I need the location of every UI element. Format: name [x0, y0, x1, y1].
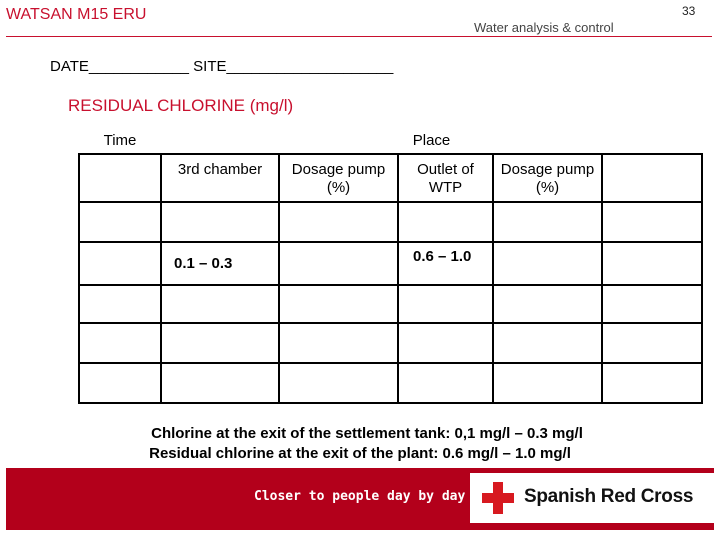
table-cell[interactable]: [161, 285, 279, 323]
red-cross-icon: [482, 482, 514, 514]
header-divider: [6, 36, 712, 37]
subheader-dosage-pump-2: Dosage pump (%): [493, 154, 602, 202]
table-cell[interactable]: [279, 285, 398, 323]
time-cell[interactable]: [79, 154, 161, 202]
subheader-empty: [602, 154, 702, 202]
subheader-outlet-wtp: Outlet of WTP: [398, 154, 493, 202]
range-3rd-chamber: 0.1 – 0.3: [174, 255, 233, 272]
table-cell[interactable]: [602, 202, 702, 242]
date-site-line: DATE____________ SITE____________________: [50, 58, 394, 75]
header-cell-time: [79, 130, 161, 154]
table-cell[interactable]: [493, 242, 602, 285]
place-header: Place: [412, 132, 451, 149]
table-cell[interactable]: [161, 323, 279, 363]
section-title: RESIDUAL CHLORINE (mg/l): [68, 96, 294, 115]
table-cell[interactable]: [79, 202, 161, 242]
table-cell[interactable]: [79, 363, 161, 403]
note-plant-exit: Residual chlorine at the exit of the plant: 0.6 mg/l – 1.0 mg/l: [149, 445, 571, 462]
table-cell[interactable]: [493, 202, 602, 242]
table-cell[interactable]: [161, 363, 279, 403]
table-cell[interactable]: [602, 363, 702, 403]
subheader-dosage-pump-1: Dosage pump (%): [279, 154, 398, 202]
table-cell[interactable]: [398, 363, 493, 403]
table-cell[interactable]: [79, 285, 161, 323]
table-cell[interactable]: [279, 242, 398, 285]
table-cell[interactable]: [602, 323, 702, 363]
table-cell[interactable]: [79, 242, 161, 285]
table-cell[interactable]: [602, 242, 702, 285]
header-subtitle: Water analysis & control: [474, 20, 614, 35]
organization-name: Spanish Red Cross: [524, 486, 694, 507]
range-outlet-wtp: 0.6 – 1.0: [413, 248, 472, 265]
organization-logo: [470, 473, 714, 523]
table-cell[interactable]: [279, 363, 398, 403]
time-header: Time: [103, 132, 137, 149]
table-cell[interactable]: [398, 285, 493, 323]
notes: [0, 424, 720, 464]
page-number: 33: [682, 4, 696, 18]
table-cell[interactable]: [161, 202, 279, 242]
table-cell[interactable]: [79, 323, 161, 363]
note-settlement-tank: Chlorine at the exit of the settlement tank: 0,1 mg/l – 0.3 mg/l: [151, 425, 583, 442]
residual-chlorine-table: [78, 130, 703, 404]
table-cell[interactable]: [398, 323, 493, 363]
footer-banner: [6, 468, 714, 530]
table-cell[interactable]: [279, 202, 398, 242]
subheader-3rd-chamber: 3rd chamber: [161, 154, 279, 202]
table-cell[interactable]: [493, 323, 602, 363]
table-cell[interactable]: [398, 202, 493, 242]
header-cell-place: [161, 130, 702, 154]
table-cell[interactable]: [279, 323, 398, 363]
table-cell[interactable]: [493, 363, 602, 403]
table-cell[interactable]: [602, 285, 702, 323]
table-cell[interactable]: [493, 285, 602, 323]
header-title: WATSAN M15 ERU: [6, 6, 147, 23]
footer-slogan: Closer to people day by day: [254, 489, 466, 504]
